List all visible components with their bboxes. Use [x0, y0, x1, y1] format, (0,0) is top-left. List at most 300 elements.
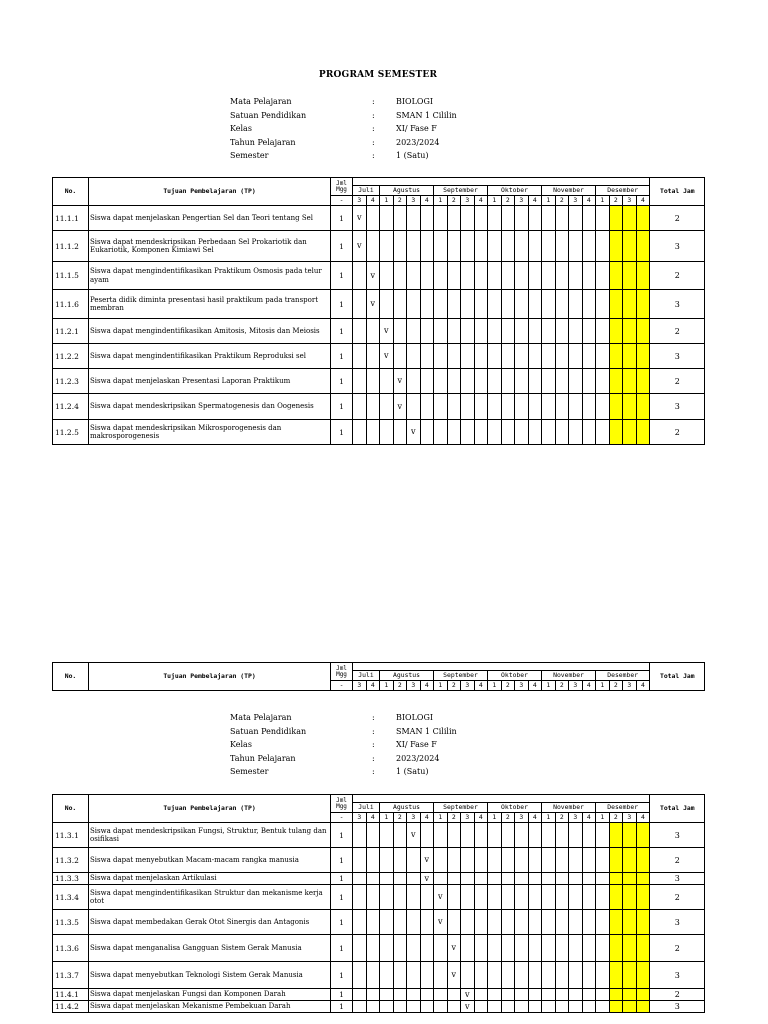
row-weeks: 1: [331, 962, 353, 989]
week-cell: [474, 231, 488, 262]
week-number: 4: [636, 813, 650, 823]
month-header: Desember: [596, 671, 650, 681]
week-cell: [515, 873, 529, 885]
week-cell: [407, 910, 421, 935]
week-cell: [501, 369, 515, 394]
info-colon: :: [372, 713, 375, 722]
week-cell: [515, 231, 529, 262]
week-cell: [636, 885, 650, 910]
week-cell: [488, 290, 502, 319]
week-cell: [609, 231, 623, 262]
week-cell: [596, 344, 610, 369]
week-cell: [609, 989, 623, 1001]
info-colon: :: [372, 137, 375, 147]
week-cell: [380, 1001, 394, 1013]
week-cell: [380, 262, 394, 290]
row-objective: Siswa dapat mendeskripsikan Fungsi, Struktur, Bentuk tulang dan osifikasi: [89, 823, 331, 848]
week-cell: [623, 206, 637, 231]
week-cell: [366, 935, 380, 962]
week-cell: [515, 262, 529, 290]
week-cell: [609, 885, 623, 910]
row-total-hours: 2: [650, 935, 705, 962]
row-objective: Siswa dapat mengindentifikasikan Praktikum Osmosis pada telur ayam: [89, 262, 331, 290]
week-cell: [447, 206, 461, 231]
week-number: 1: [434, 813, 448, 823]
week-cell: [407, 935, 421, 962]
week-cell: [501, 823, 515, 848]
week-cell: [380, 935, 394, 962]
table-row: [53, 290, 705, 319]
week-mark: v: [420, 848, 434, 873]
week-cell: [474, 344, 488, 369]
week-cell: [474, 1001, 488, 1013]
week-cell: [623, 848, 637, 873]
week-cell: [353, 420, 367, 445]
table-row: [53, 394, 705, 420]
week-cell: [488, 885, 502, 910]
week-number: 3: [353, 196, 367, 206]
week-cell: [582, 1001, 596, 1013]
week-cell: [515, 989, 529, 1001]
week-number: 2: [609, 681, 623, 691]
week-cell: [366, 1001, 380, 1013]
week-cell: [596, 290, 610, 319]
week-number: 1: [380, 196, 394, 206]
week-cell: [420, 910, 434, 935]
week-cell: [582, 344, 596, 369]
week-cell: [623, 262, 637, 290]
week-cell: [582, 394, 596, 420]
row-total-hours: 3: [650, 823, 705, 848]
row-number: 11.2.5: [53, 420, 89, 445]
table-row: [53, 885, 705, 910]
week-cell: [420, 989, 434, 1001]
week-cell: [366, 420, 380, 445]
week-cell: [434, 369, 448, 394]
info-row: [230, 97, 457, 111]
row-weeks: 1: [331, 319, 353, 344]
info-colon: :: [372, 753, 375, 763]
info-value: 2023/2024: [396, 753, 440, 763]
week-cell: [569, 910, 583, 935]
week-cell: [420, 1001, 434, 1013]
week-cell: [528, 885, 542, 910]
week-number: 4: [636, 196, 650, 206]
week-cell: [528, 290, 542, 319]
week-cell: [474, 848, 488, 873]
info-colon: :: [372, 767, 375, 777]
week-cell: [461, 848, 475, 873]
week-cell: [528, 873, 542, 885]
week-cell: [461, 420, 475, 445]
week-cell: [447, 319, 461, 344]
week-cell: [488, 231, 502, 262]
week-cell: [447, 823, 461, 848]
week-cell: [407, 885, 421, 910]
table-row: [53, 962, 705, 989]
week-cell: [393, 910, 407, 935]
row-objective: Siswa dapat menyebutkan Teknologi Sistem Gerak Manusia: [89, 962, 331, 989]
row-number: 11.2.1: [53, 319, 89, 344]
week-cell: [542, 885, 556, 910]
table-row: [53, 319, 705, 344]
week-cell: [461, 319, 475, 344]
week-cell: [434, 262, 448, 290]
week-cell: [353, 369, 367, 394]
week-cell: [528, 344, 542, 369]
week-mark: v: [366, 262, 380, 290]
info-value: 2023/2024: [396, 137, 440, 147]
week-cell: [569, 848, 583, 873]
week-cell: [515, 935, 529, 962]
week-cell: [609, 394, 623, 420]
week-cell: [353, 873, 367, 885]
week-cell: [636, 823, 650, 848]
week-cell: [393, 231, 407, 262]
week-cell: [623, 885, 637, 910]
week-cell: [488, 1001, 502, 1013]
info-row: [230, 740, 457, 754]
header-jml: Jml Mgg: [331, 178, 353, 196]
info-value: BIOLOGI: [396, 97, 434, 106]
week-cell: [447, 989, 461, 1001]
week-mark: v: [353, 231, 367, 262]
week-cell: [407, 319, 421, 344]
row-weeks: 1: [331, 873, 353, 885]
week-cell: [501, 394, 515, 420]
week-cell: [528, 848, 542, 873]
week-number: 4: [366, 813, 380, 823]
row-objective: Siswa dapat mengindentifikasikan Praktikum Reproduksi sel: [89, 344, 331, 369]
week-cell: [623, 344, 637, 369]
week-cell: [609, 823, 623, 848]
week-mark: v: [447, 962, 461, 989]
week-number: 1: [596, 813, 610, 823]
row-total-hours: 2: [650, 848, 705, 873]
week-cell: [447, 344, 461, 369]
info-label: Mata Pelajaran: [230, 713, 292, 722]
week-cell: [636, 910, 650, 935]
week-number: 4: [474, 813, 488, 823]
table-row: [53, 262, 705, 290]
month-header: November: [542, 803, 596, 813]
week-cell: [488, 910, 502, 935]
table-row: [53, 231, 705, 262]
week-cell: [366, 885, 380, 910]
week-cell: [461, 369, 475, 394]
week-cell: [596, 885, 610, 910]
jml-dash: -: [331, 196, 353, 206]
week-cell: [420, 319, 434, 344]
row-total-hours: 2: [650, 369, 705, 394]
week-cell: [407, 344, 421, 369]
week-cell: [474, 369, 488, 394]
row-objective: Siswa dapat menjelaskan Fungsi dan Komponen Darah: [89, 989, 331, 1001]
row-weeks: 1: [331, 344, 353, 369]
week-cell: [636, 369, 650, 394]
month-header: Agustus: [380, 671, 434, 681]
week-cell: [596, 989, 610, 1001]
month-header: Juli: [353, 803, 380, 813]
row-total-hours: 3: [650, 290, 705, 319]
week-cell: [555, 885, 569, 910]
week-cell: [393, 206, 407, 231]
week-mark: v: [420, 873, 434, 885]
info-label: Satuan Pendidikan: [230, 726, 307, 736]
week-cell: [528, 420, 542, 445]
week-cell: [474, 885, 488, 910]
week-cell: [447, 290, 461, 319]
week-cell: [447, 873, 461, 885]
week-cell: [569, 420, 583, 445]
week-cell: [569, 394, 583, 420]
week-number: 2: [501, 681, 515, 691]
table-row: [53, 935, 705, 962]
week-cell: [636, 873, 650, 885]
info-label: Kelas: [230, 740, 252, 750]
month-header: November: [542, 186, 596, 196]
info-colon: :: [372, 124, 375, 134]
week-cell: [623, 319, 637, 344]
month-header: Desember: [596, 186, 650, 196]
row-number: 11.3.4: [53, 885, 89, 910]
month-header: Oktober: [488, 671, 542, 681]
week-cell: [542, 935, 556, 962]
week-cell: [515, 319, 529, 344]
week-cell: [380, 290, 394, 319]
info-label: Mata Pelajaran: [230, 97, 292, 106]
week-mark: v: [407, 823, 421, 848]
row-total-hours: 3: [650, 394, 705, 420]
week-cell: [609, 873, 623, 885]
week-mark: v: [434, 885, 448, 910]
week-cell: [380, 873, 394, 885]
week-cell: [420, 935, 434, 962]
week-cell: [366, 369, 380, 394]
week-cell: [407, 290, 421, 319]
week-cell: [393, 873, 407, 885]
row-number: 11.2.2: [53, 344, 89, 369]
week-cell: [623, 369, 637, 394]
week-number: 1: [542, 681, 556, 691]
month-header: Oktober: [488, 186, 542, 196]
header-total: Total Jam: [650, 795, 705, 823]
week-cell: [636, 394, 650, 420]
week-cell: [353, 848, 367, 873]
week-cell: [407, 231, 421, 262]
week-cell: [420, 394, 434, 420]
week-cell: [434, 848, 448, 873]
week-number: 3: [461, 681, 475, 691]
row-number: 11.3.5: [53, 910, 89, 935]
week-cell: [420, 206, 434, 231]
week-number: 1: [488, 681, 502, 691]
week-cell: [569, 262, 583, 290]
week-cell: [596, 823, 610, 848]
info-value: XI/ Fase F: [396, 124, 437, 134]
week-cell: [501, 344, 515, 369]
week-cell: [393, 420, 407, 445]
week-cell: [555, 290, 569, 319]
week-cell: [461, 394, 475, 420]
info-colon: :: [372, 740, 375, 750]
week-mark: v: [380, 344, 394, 369]
week-number: 1: [542, 813, 556, 823]
week-cell: [393, 885, 407, 910]
info-row: [230, 727, 457, 741]
week-mark: v: [461, 989, 475, 1001]
row-number: 11.1.6: [53, 290, 89, 319]
week-cell: [569, 206, 583, 231]
week-cell: [582, 290, 596, 319]
info-row: [230, 111, 457, 125]
info-label: Kelas: [230, 124, 252, 134]
week-cell: [393, 823, 407, 848]
row-objective: Siswa dapat mengindentifikasikan Amitosis, Mitosis dan Meiosis: [89, 319, 331, 344]
week-cell: [582, 206, 596, 231]
week-cell: [542, 823, 556, 848]
row-weeks: 1: [331, 420, 353, 445]
row-total-hours: 2: [650, 262, 705, 290]
row-total-hours: 3: [650, 873, 705, 885]
row-number: 11.3.3: [53, 873, 89, 885]
week-cell: [582, 989, 596, 1001]
week-number: 2: [555, 681, 569, 691]
week-cell: [488, 206, 502, 231]
row-total-hours: 3: [650, 231, 705, 262]
week-cell: [609, 369, 623, 394]
week-cell: [501, 910, 515, 935]
week-cell: [542, 344, 556, 369]
month-header: Agustus: [380, 186, 434, 196]
week-number: 3: [623, 681, 637, 691]
week-cell: [488, 344, 502, 369]
week-cell: [420, 290, 434, 319]
week-cell: [407, 206, 421, 231]
week-cell: [555, 848, 569, 873]
week-cell: [609, 344, 623, 369]
week-cell: [542, 262, 556, 290]
week-cell: [447, 369, 461, 394]
week-cell: [366, 910, 380, 935]
week-cell: [447, 231, 461, 262]
week-number: 3: [515, 681, 529, 691]
week-mark: v: [434, 910, 448, 935]
week-cell: [353, 319, 367, 344]
week-cell: [353, 344, 367, 369]
week-number: 3: [407, 813, 421, 823]
week-cell: [474, 319, 488, 344]
week-cell: [609, 848, 623, 873]
week-cell: [501, 1001, 515, 1013]
week-cell: [542, 231, 556, 262]
month-header: September: [434, 803, 488, 813]
week-cell: [609, 262, 623, 290]
week-cell: [555, 910, 569, 935]
week-number: 2: [555, 813, 569, 823]
week-cell: [380, 848, 394, 873]
table-row: [53, 1001, 705, 1013]
week-cell: [623, 420, 637, 445]
week-cell: [555, 989, 569, 1001]
week-number: 4: [366, 681, 380, 691]
week-cell: [623, 290, 637, 319]
week-cell: [474, 262, 488, 290]
info-value: SMAN 1 Cililin: [396, 726, 457, 736]
week-cell: [353, 1001, 367, 1013]
info-value: 1 (Satu): [396, 151, 429, 161]
week-cell: [366, 394, 380, 420]
week-cell: [623, 231, 637, 262]
row-objective: Siswa dapat menjelaskan Presentasi Laporan Praktikum: [89, 369, 331, 394]
row-total-hours: 3: [650, 1001, 705, 1013]
row-weeks: 1: [331, 1001, 353, 1013]
row-total-hours: 2: [650, 319, 705, 344]
week-cell: [420, 369, 434, 394]
week-cell: [353, 290, 367, 319]
week-cell: [623, 989, 637, 1001]
row-objective: Siswa dapat menjelaskan Pengertian Sel dan Teori tentang Sel: [89, 206, 331, 231]
week-cell: [542, 420, 556, 445]
info-block-repeat: [230, 713, 457, 781]
week-number: 2: [609, 196, 623, 206]
header-jml: Jml Mgg: [331, 795, 353, 813]
week-cell: [555, 394, 569, 420]
info-row: [230, 713, 457, 727]
week-cell: [353, 823, 367, 848]
info-colon: :: [372, 97, 375, 106]
header-no: No.: [53, 178, 89, 206]
header-total: Total Jam: [650, 178, 705, 206]
week-cell: [407, 989, 421, 1001]
week-cell: [393, 848, 407, 873]
week-cell: [501, 262, 515, 290]
week-cell: [569, 873, 583, 885]
row-number: 11.1.5: [53, 262, 89, 290]
week-cell: [474, 935, 488, 962]
week-cell: [420, 420, 434, 445]
week-cell: [515, 910, 529, 935]
week-cell: [515, 823, 529, 848]
week-cell: [555, 823, 569, 848]
row-weeks: 1: [331, 848, 353, 873]
row-objective: Siswa dapat menjelaskan Mekanisme Pembekuan Darah: [89, 1001, 331, 1013]
week-number: 1: [596, 196, 610, 206]
week-number: 2: [609, 813, 623, 823]
week-cell: [569, 290, 583, 319]
week-number: 3: [407, 196, 421, 206]
week-cell: [515, 962, 529, 989]
info-label: Semester: [230, 767, 269, 777]
table-row: [53, 989, 705, 1001]
info-label: Tahun Pelajaran: [230, 137, 296, 147]
week-cell: [380, 420, 394, 445]
week-cell: [447, 910, 461, 935]
week-cell: [528, 910, 542, 935]
month-header: Juli: [353, 671, 380, 681]
row-number: 11.4.2: [53, 1001, 89, 1013]
week-cell: [609, 290, 623, 319]
week-number: 4: [420, 681, 434, 691]
week-cell: [582, 962, 596, 989]
week-cell: [596, 319, 610, 344]
week-cell: [569, 935, 583, 962]
info-row: [230, 151, 457, 165]
week-number: 2: [393, 813, 407, 823]
week-cell: [461, 873, 475, 885]
week-cell: [407, 962, 421, 989]
week-cell: [474, 910, 488, 935]
